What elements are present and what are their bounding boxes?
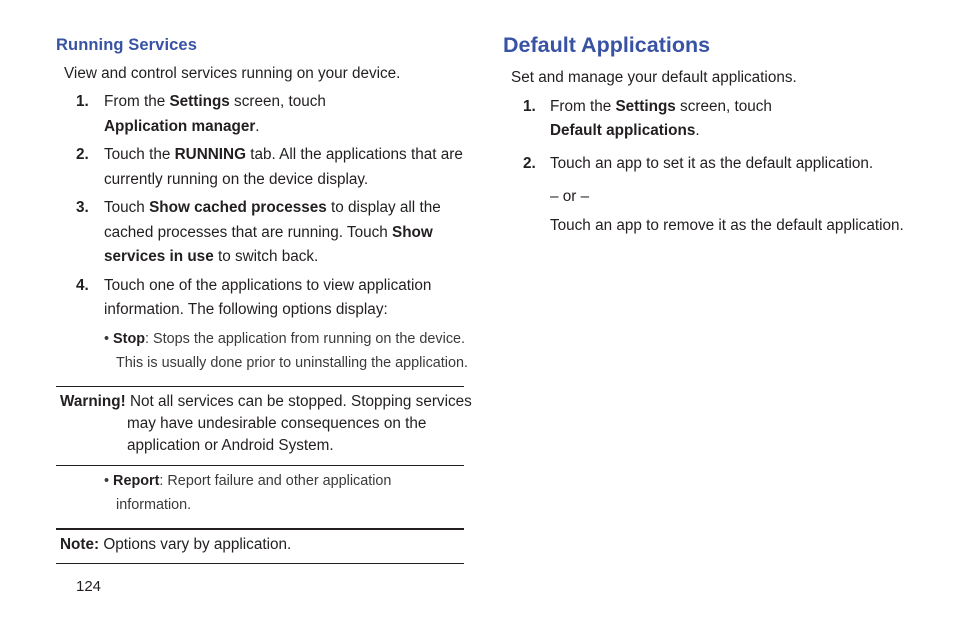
step-4-line-2: information. The following options display: <box>104 301 388 318</box>
right-step-1-line-2: Default applications. <box>550 122 700 139</box>
section-heading-running-services: Running Services <box>56 36 197 54</box>
step-number: 2. <box>523 155 536 172</box>
note-top-rule <box>56 528 464 530</box>
step-3-line-2: cached processes that are running. Touch Show <box>104 224 433 241</box>
bullet-stop-line-2: This is usually done prior to uninstalling the application. <box>116 355 468 371</box>
right-step-1-line-1: From the Settings screen, touch <box>550 98 772 115</box>
warning-line-2: may have undesirable consequences on the <box>127 415 427 432</box>
step-2-line-1: Touch the RUNNING tab. All the applications that are <box>104 146 463 163</box>
step-2-line-2: currently running on the device display. <box>104 171 369 188</box>
bullet-icon: • <box>104 331 110 347</box>
page-number: 124 <box>76 578 102 595</box>
bullet-report: • Report: Report failure and other application <box>104 473 392 489</box>
note-label: Note: <box>60 536 100 553</box>
note-text: Note: Options vary by application. <box>60 536 292 553</box>
step-number: 1. <box>76 93 89 110</box>
default-apps-intro: Set and manage your default applications. <box>511 69 797 86</box>
step-number: 3. <box>76 199 89 216</box>
warning-line-1: Warning! Not all services can be stopped. Stopping services <box>60 393 472 410</box>
step-1-line-1: From the Settings screen, touch <box>104 93 326 110</box>
right-step-2: Touch an app to set it as the default application. <box>550 155 874 172</box>
running-services-intro: View and control services running on your device. <box>64 65 401 82</box>
note-bottom-rule <box>56 563 464 564</box>
step-1-line-2: Application manager. <box>104 118 260 135</box>
bullet-icon: • <box>104 473 110 489</box>
warning-top-rule <box>56 386 464 387</box>
warning-label: Warning! <box>60 393 126 410</box>
step-3-line-3: services in use to switch back. <box>104 248 319 265</box>
bullet-report-line-2: information. <box>116 497 192 513</box>
right-alt-step: Touch an app to remove it as the default application. <box>550 217 904 234</box>
step-number: 1. <box>523 98 536 115</box>
warning-line-3: application or Android System. <box>127 437 334 454</box>
step-4-line-1: Touch one of the applications to view application <box>104 277 432 294</box>
or-separator: – or – <box>550 188 590 205</box>
step-3-line-1: Touch Show cached processes to display all the <box>104 199 441 216</box>
bullet-stop: • Stop: Stops the application from running on the device. <box>104 331 466 347</box>
step-number: 2. <box>76 146 89 163</box>
warning-bottom-rule <box>56 465 464 466</box>
section-heading-default-applications: Default Applications <box>503 33 711 57</box>
step-number: 4. <box>76 277 89 294</box>
